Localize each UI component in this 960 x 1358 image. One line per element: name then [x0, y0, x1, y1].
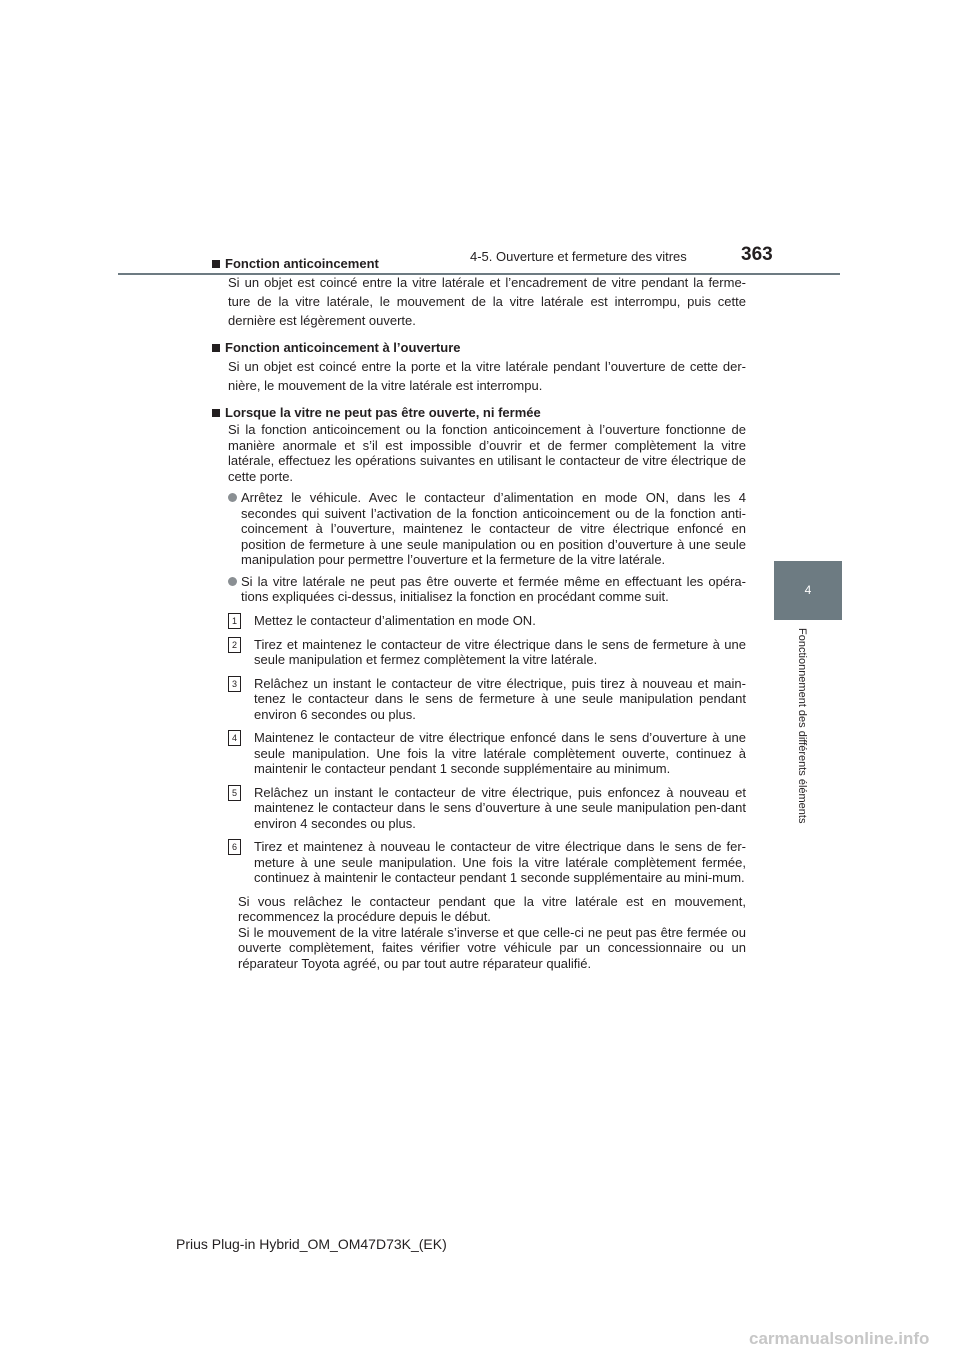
step-item [212, 785, 746, 832]
step-item [212, 637, 746, 668]
bullet-text: Si la vitre latérale ne peut pas être ouverte et fermée même en effectuant les opéra-tions expliquées ci-dessus, initialisez la fonction en procédant comme suit. [241, 573, 746, 604]
square-bullet-icon [212, 344, 220, 352]
step-number: 5 [228, 785, 241, 801]
step-item [212, 730, 746, 777]
circle-bullet-icon [228, 493, 237, 502]
step-text: Maintenez le contacteur de vitre électrique enfoncé dans le sens d’ouverture à une seule manipulation. Une fois la vitre latérale complètement ouverte, continuez à maintenir le contacteur pendant 1 seconde supplémentaire au minimum. [254, 730, 746, 776]
list-item [212, 490, 746, 568]
step-item [212, 839, 746, 886]
bullet-text: Arrêtez le véhicule. Avec le contacteur d’alimentation en mode ON, dans les 4 secondes qui suivent l’activation de la fonction anticoincement ou de la fonction anti-coincement à l’ouverture, maintenez le contacteur de vitre électrique enfoncé en position de fermeture à une seule manipulation ou en position d’ouverture à une seule manipulation pour permettre l’ouverture et la fermeture de la vitre latérale. [241, 490, 746, 567]
section-paragraph: Si un objet est coincé entre la vitre latérale et l’encadrement de vitre pendant la ferme-ture de la vitre latérale, le mouvement de la vitre latérale est interrompu, puis cette dernière est légèrement ouverte. [228, 275, 746, 328]
section-heading [212, 338, 746, 357]
section-paragraph: Si la fonction anticoincement ou la fonction anticoincement à l’ouverture fonctionne de manière anormale et s’il est impossible d’ouvrir et de fermer complètement la vitre latérale, effectuez les opérations suivantes en utilisant le contacteur de vitre électrique de cette porte. [228, 422, 746, 484]
section-title: 4-5. Ouverture et fermeture des vitres [470, 249, 687, 264]
step-text: Relâchez un instant le contacteur de vitre électrique, puis tirez à nouveau et main-tenez le contacteur dans le sens de fermeture à une seule manipulation pendant environ 6 secondes ou plus. [254, 675, 746, 722]
step-number: 4 [228, 730, 241, 746]
section-heading [212, 254, 746, 273]
note-line: Si vous relâchez le contacteur pendant que la vitre latérale est en mouvement, recommencez la procédure depuis le début. [238, 893, 746, 924]
chapter-label: Fonctionnement des différents éléments [796, 628, 808, 824]
step-number: 3 [228, 676, 241, 692]
section-anticoincement-ouverture [212, 338, 746, 395]
note-line: Si le mouvement de la vitre latérale s’inverse et que celle-ci ne peut pas être fermée ou ouverte complètement, faites vérifier votre véhicule par un concessionnaire ou un réparateur Toyota agréé, ou par tout autre réparateur qualifié. [238, 924, 746, 971]
section-heading-text: Fonction anticoincement [225, 256, 379, 271]
square-bullet-icon [212, 409, 220, 417]
step-number: 2 [228, 637, 241, 653]
footer-document-id: Prius Plug-in Hybrid_OM_OM47D73K_(EK) [176, 1236, 447, 1252]
watermark-logo [749, 1325, 954, 1351]
list-item [212, 574, 746, 605]
section-heading-text: Lorsque la vitre ne peut pas être ouverte, ni fermée [225, 405, 541, 420]
step-text: Tirez et maintenez le contacteur de vitre électrique dans le sens de fermeture à une seule manipulation et fermez complètement la vitre latérale. [254, 636, 746, 667]
square-bullet-icon [212, 260, 220, 268]
section-heading [212, 403, 746, 422]
section-vitre-bloquee [212, 403, 746, 971]
step-item [212, 676, 746, 723]
chapter-tab: 4 [774, 561, 842, 620]
step-text: Mettez le contacteur d’alimentation en mode ON. [254, 612, 536, 628]
section-paragraph: Si un objet est coincé entre la porte et la vitre latérale pendant l’ouverture de cette der-nière, le mouvement de la vitre latérale est interrompu. [228, 359, 746, 393]
step-number: 1 [228, 613, 241, 629]
page-number: 363 [741, 244, 773, 265]
section-fonction-anticoincement [212, 254, 746, 330]
section-heading-text: Fonction anticoincement à l’ouverture [225, 340, 461, 355]
circle-bullet-icon [228, 577, 237, 586]
step-text: Relâchez un instant le contacteur de vitre électrique, puis enfoncez à nouveau et maintenez le contacteur dans le sens d’ouverture à une seule manipulation pen-dant environ 4 secondes ou plus. [254, 784, 746, 831]
closing-note [212, 894, 746, 972]
svg-text:carmanualsonline.info: carmanualsonline.info [749, 1329, 930, 1348]
step-number: 6 [228, 839, 241, 855]
step-item [212, 613, 746, 629]
step-text: Tirez et maintenez à nouveau le contacteur de vitre électrique dans le sens de fer-meture à une seule manipulation. Une fois la vitre latérale complètement fermée, continuez à maintenir le contacteur pendant 1 seconde supplémentaire au mini-mum. [254, 839, 746, 885]
content-body [212, 254, 746, 979]
